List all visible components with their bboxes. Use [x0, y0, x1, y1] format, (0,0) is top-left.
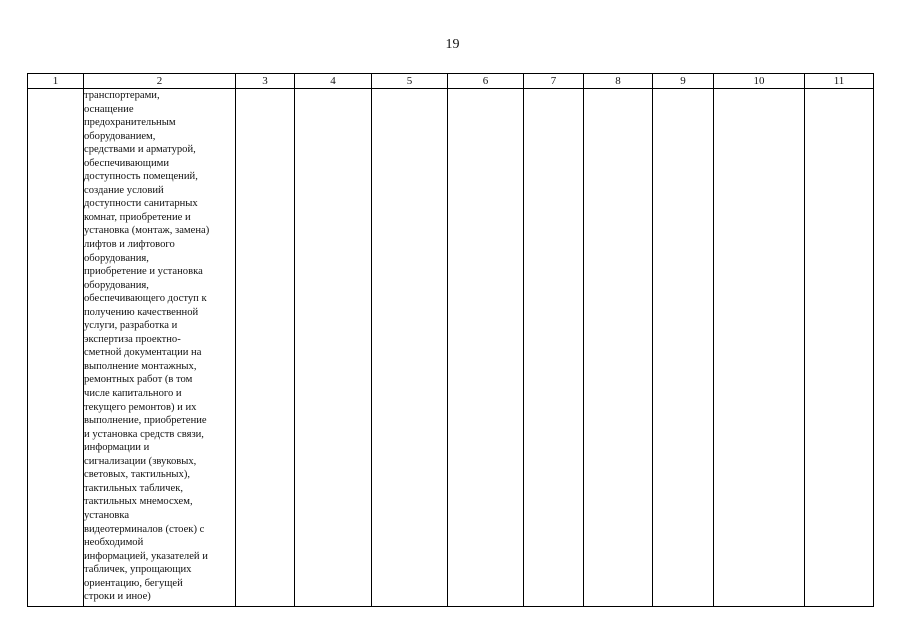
column-header-10: 10: [714, 74, 805, 89]
cell-col-8: [584, 89, 653, 607]
column-header-9: 9: [653, 74, 714, 89]
data-table: [27, 73, 874, 607]
page-number: 19: [445, 37, 460, 52]
column-header-3: 3: [236, 74, 295, 89]
column-header-1: 1: [28, 74, 84, 89]
header-row: [28, 74, 874, 89]
cell-col-5: [372, 89, 448, 607]
column-header-7: 7: [524, 74, 584, 89]
column-header-4: 4: [295, 74, 372, 89]
column-header-2: 2: [84, 74, 236, 89]
cell-col-2-description: транспортерами, оснащение предохранительным оборудованием, средствами и арматурой, обеспечивающими доступность помещений, создание условий доступности санитарных комнат, приобретение и установка (монтаж, замена) лифтов и лифтового оборудования, приобретение и установка оборудования, обеспечивающего доступ к получению качественной услуги, разработка и экспертиза проектно- сметной документации на выполнение монтажных, ремонтных работ (в том числе капитального и текущего ремонтов) и их выполнение, приобретение и установка средств связи, информации и сигнализации (звуковых, световых, тактильных), тактильных табличек, тактильных мнемосхем, установка видеотерминалов (стоек) с необходимой информацией, указателей и табличек, упрощающих ориентацию, бегущей строки и иное): [84, 89, 236, 607]
column-header-11: 11: [805, 74, 874, 89]
column-header-5: 5: [372, 74, 448, 89]
column-header-8: 8: [584, 74, 653, 89]
cell-col-1: [28, 89, 84, 607]
table-row: [28, 89, 874, 607]
cell-col-7: [524, 89, 584, 607]
cell-col-9: [653, 89, 714, 607]
cell-col-3: [236, 89, 295, 607]
cell-col-4: [295, 89, 372, 607]
column-header-6: 6: [448, 74, 524, 89]
cell-col-11: [805, 89, 874, 607]
cell-col-10: [714, 89, 805, 607]
cell-col-6: [448, 89, 524, 607]
